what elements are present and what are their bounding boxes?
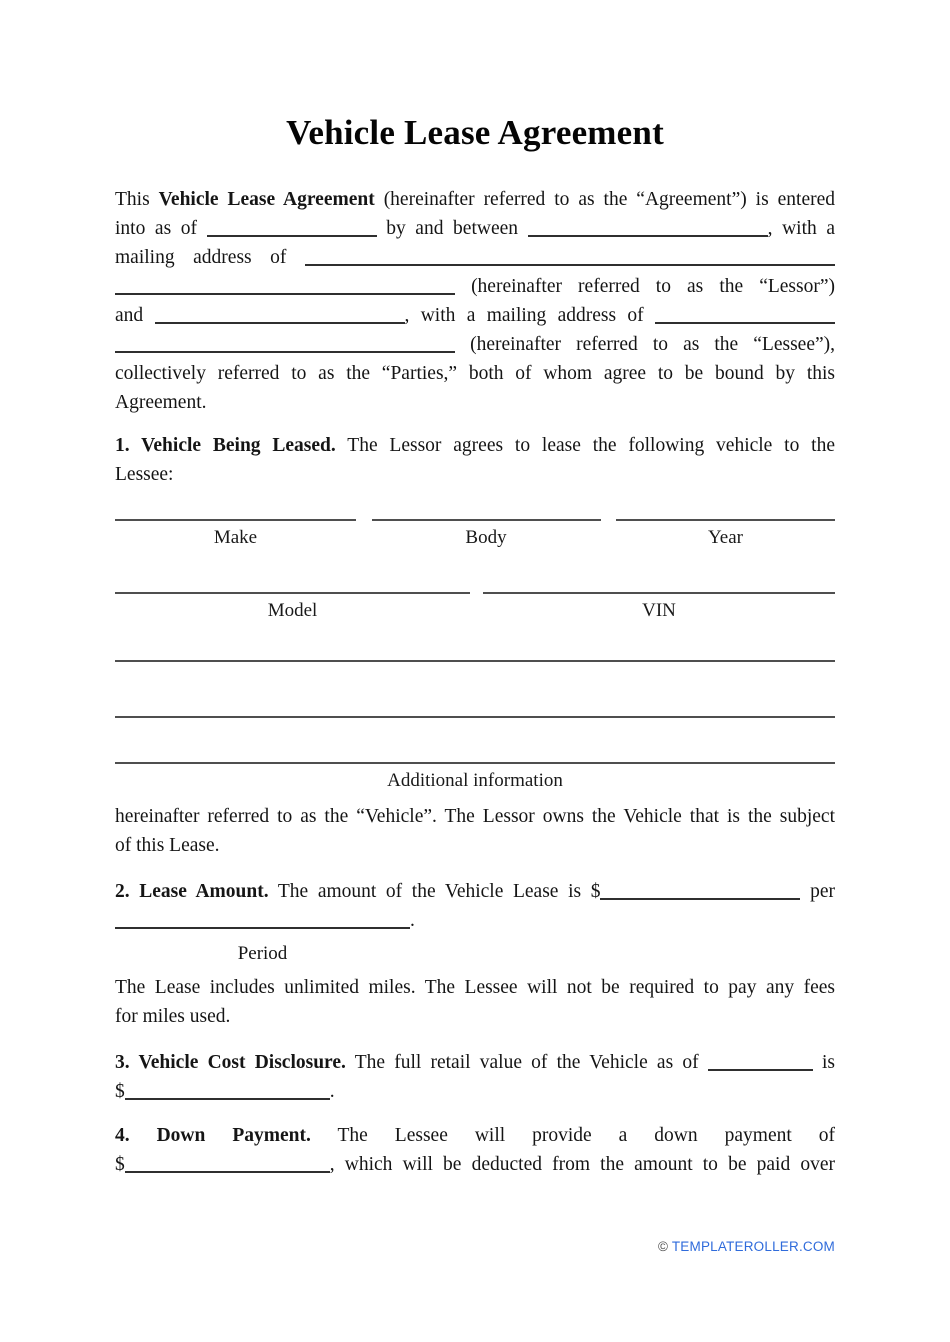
additional-info-blank-1 — [115, 660, 835, 662]
intro-text: into as of — [115, 218, 198, 239]
lessor-name-blank — [528, 216, 768, 238]
section-2-paragraph-line-2: for miles used. — [115, 1006, 231, 1027]
section-1-closing-line-1: hereinafter referred to as the “Vehicle”. The Lessor owns the Vehicle that is the subject — [115, 806, 835, 827]
period-blank — [115, 908, 410, 930]
year-blank — [616, 519, 835, 521]
value-date-blank — [708, 1050, 813, 1072]
lessee-name-blank — [155, 303, 405, 325]
down-payment-blank — [125, 1152, 330, 1174]
intro-line-3 — [115, 243, 835, 272]
section-2-text: . — [410, 910, 415, 931]
lessee-address-blank-2 — [115, 332, 455, 354]
intro-line-5 — [115, 301, 835, 330]
intro-text: This — [115, 189, 150, 210]
year-field — [616, 519, 835, 549]
section-2 — [115, 877, 835, 965]
document-content — [115, 0, 835, 1179]
lessee-address-blank-1 — [655, 303, 835, 325]
intro-line-6 — [115, 330, 835, 359]
section-1 — [115, 431, 835, 489]
templateroller-link[interactable]: TEMPLATEROLLER.COM — [671, 1239, 835, 1254]
section-3-text: . — [329, 1081, 335, 1102]
page-title: Vehicle Lease Agreement — [286, 113, 664, 152]
additional-info-blank-3 — [115, 762, 835, 764]
intro-line-8: Agreement. — [115, 392, 207, 413]
section-1-closing-paragraph — [115, 802, 835, 860]
section-2-period-line — [115, 906, 835, 935]
section-4 — [115, 1121, 835, 1179]
period-label: Period — [237, 943, 288, 964]
section-4-heading-line — [115, 1121, 835, 1150]
section-4-text: The Lessee will provide a down payment of — [337, 1125, 835, 1146]
intro-line-7: collectively referred to as the “Parties,” both of whom agree to be bound by this — [115, 363, 835, 384]
body-label: Body — [465, 527, 507, 548]
section-1-closing-line-2: of this Lease. — [115, 835, 220, 856]
intro-text: (hereinafter referred to as the “Lessor”) — [471, 276, 835, 297]
section-2-text: The amount of the Vehicle Lease is — [277, 881, 582, 902]
agreement-name-bold: Vehicle Lease Agreement — [158, 189, 375, 210]
retail-value-blank — [125, 1079, 330, 1101]
section-2-paragraph-line-1: The Lease includes unlimited miles. The Lessee will not be required to pay any fees — [115, 977, 835, 998]
lessor-address-blank-1 — [305, 245, 835, 267]
vin-blank — [483, 592, 835, 594]
section-1-text: The Lessor agrees to lease the following vehicle to the — [347, 435, 836, 456]
section-4-text: , which will be deducted from the amount to be paid over — [329, 1154, 835, 1175]
intro-paragraph — [115, 185, 835, 417]
dollar-sign: $ — [115, 1154, 125, 1175]
model-label: Model — [267, 600, 318, 621]
intro-text: mailing address of — [115, 247, 287, 268]
dollar-sign: $ — [115, 1081, 125, 1102]
year-label: Year — [707, 527, 743, 548]
intro-line-1 — [115, 185, 835, 214]
make-field — [115, 519, 356, 549]
section-2-heading-line — [115, 877, 835, 906]
intro-text: by and between — [386, 218, 519, 239]
body-blank — [372, 519, 601, 521]
model-field — [115, 592, 470, 622]
section-4-amount-line — [115, 1150, 835, 1179]
vin-label: VIN — [642, 600, 676, 621]
section-2-paragraph — [115, 973, 835, 1031]
intro-line-4 — [115, 272, 835, 301]
model-blank — [115, 592, 470, 594]
section-3-text: The full retail value of the Vehicle as of — [354, 1052, 699, 1073]
section-4-heading: 4. Down Payment. — [115, 1125, 311, 1146]
section-3-heading: 3. Vehicle Cost Disclosure. — [115, 1052, 346, 1073]
intro-text: and — [115, 305, 144, 326]
date-blank — [207, 216, 377, 238]
lease-amount-blank — [600, 879, 800, 901]
section-3-text: is — [822, 1052, 836, 1073]
section-3 — [115, 1048, 835, 1106]
section-1-heading-line — [115, 431, 835, 460]
section-1-text-line-2: Lessee: — [115, 464, 174, 485]
vin-field — [483, 592, 835, 622]
section-3-heading-line — [115, 1048, 835, 1077]
section-1-heading: 1. Vehicle Being Leased. — [115, 435, 336, 456]
vehicle-fields-row-1 — [115, 519, 835, 549]
section-3-value-line — [115, 1077, 835, 1106]
section-2-heading: 2. Lease Amount. — [115, 881, 269, 902]
page-footer — [658, 1239, 835, 1254]
lessor-address-blank-2 — [115, 274, 455, 296]
body-field — [372, 519, 601, 549]
additional-info-label: Additional information — [387, 770, 563, 791]
section-2-text: per — [810, 881, 835, 902]
dollar-sign: $ — [590, 881, 601, 902]
additional-info-blank-2 — [115, 716, 835, 718]
make-label: Make — [213, 527, 258, 548]
copyright-icon: © — [657, 1239, 669, 1254]
intro-text: , with a mailing address of — [404, 305, 644, 326]
intro-text: , with a — [767, 218, 835, 239]
vehicle-fields-row-2 — [115, 592, 835, 622]
make-blank — [115, 519, 356, 521]
intro-text: (hereinafter referred to as the “Agreement”) is entered — [383, 189, 836, 210]
intro-line-2 — [115, 214, 835, 243]
intro-text: (hereinafter referred to as the “Lessee”), — [470, 334, 836, 355]
